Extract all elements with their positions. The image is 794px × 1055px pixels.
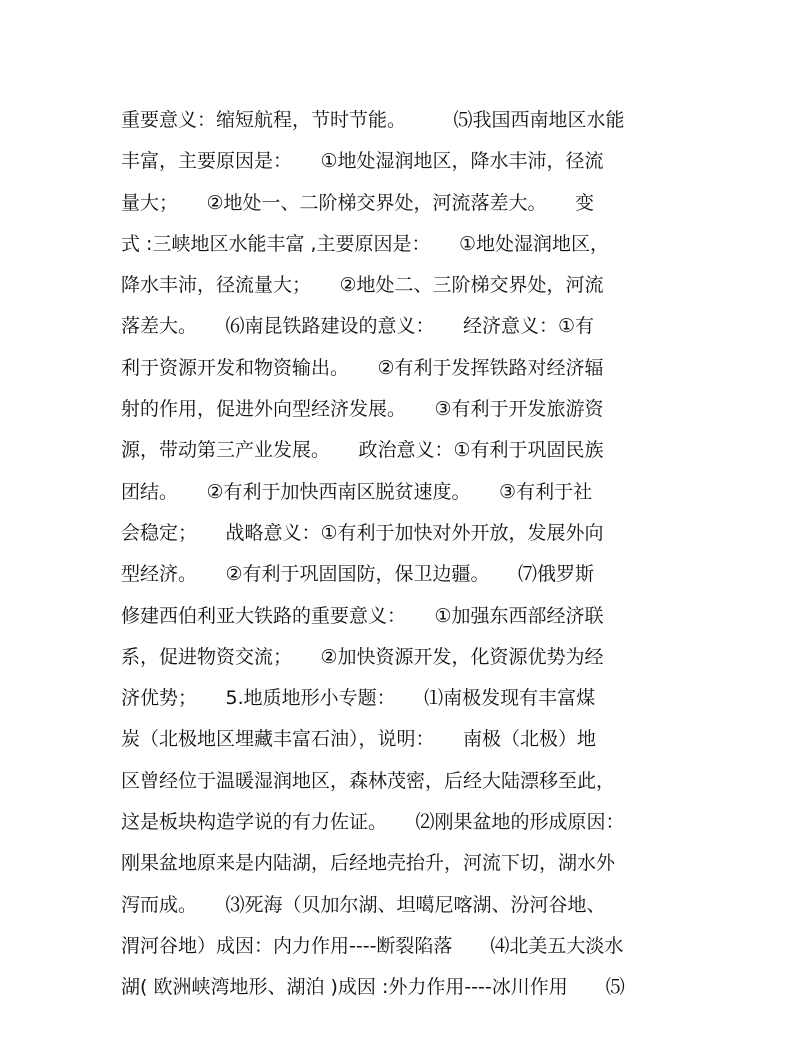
text-line: 源，带动第三产业发展。 政治意义：①有利于巩固民族 xyxy=(121,439,604,462)
text-line: 量大； ②地处一、二阶梯交界处，河流落差大。 变 xyxy=(121,191,595,214)
text-line: 利于资源开发和物资输出。 ②有利于发挥铁路对经济辐 xyxy=(121,356,604,379)
text-line: 重要意义：缩短航程，节时节能。 ⑸我国西南地区水能 xyxy=(121,109,625,131)
body-text xyxy=(121,100,681,1009)
text-line: 刚果盆地原来是内陆湖，后经地壳抬升，河流下切，湖水外 xyxy=(121,852,616,875)
text-line: 泻而成。 ⑶死海（贝加尔湖、坦噶尼喀湖、汾河谷地、 xyxy=(121,893,606,916)
text-line: 炭（北极地区埋藏丰富石油），说明： 南极（北极）地 xyxy=(121,728,597,751)
text-line: 射的作用，促进外向型经济发展。 ③有利于开发旅游资 xyxy=(121,398,604,421)
text-line: 湖( 欧洲峡湾地形、湖泊 )成因 :外力作用----冰川作用 ⑸ xyxy=(121,976,625,999)
text-line: 系，促进物资交流； ②加快资源开发，化资源优势为经 xyxy=(121,645,604,668)
text-line: 落差大。 ⑹南昆铁路建设的意义： 经济意义：①有 xyxy=(121,315,595,338)
text-line: 式 :三峡地区水能丰富 ,主要原因是： ①地处湿润地区， xyxy=(121,232,610,255)
text-line: 团结。 ②有利于加快西南区脱贫速度。 ③有利于社 xyxy=(121,480,593,503)
text-line: 渭河谷地）成因：内力作用----断裂陷落 ⑷北美五大淡水 xyxy=(121,934,624,957)
text-line: 降水丰沛，径流量大； ②地处二、三阶梯交界处，河流 xyxy=(121,274,604,297)
text-line: 丰富，主要原因是： ①地处湿润地区，降水丰沛，径流 xyxy=(121,150,604,173)
text-line: 型经济。 ②有利于巩固国防，保卫边疆。 ⑺俄罗斯 xyxy=(121,563,595,586)
text-line: 区曾经位于温暖湿润地区，森林茂密，后经大陆漂移至此， xyxy=(121,769,616,792)
text-line: 济优势； 5.地质地形小专题： ⑴南极发现有丰富煤 xyxy=(121,687,596,710)
text-line: 这是板块构造学说的有力佐证。 ⑵刚果盆地的形成原因： xyxy=(121,811,625,834)
text-line: 会稳定； 战略意义：①有利于加快对外开放，发展外向 xyxy=(121,521,604,544)
text-line: 修建西伯利亚大铁路的重要意义： ①加强东西部经济联 xyxy=(121,604,604,627)
